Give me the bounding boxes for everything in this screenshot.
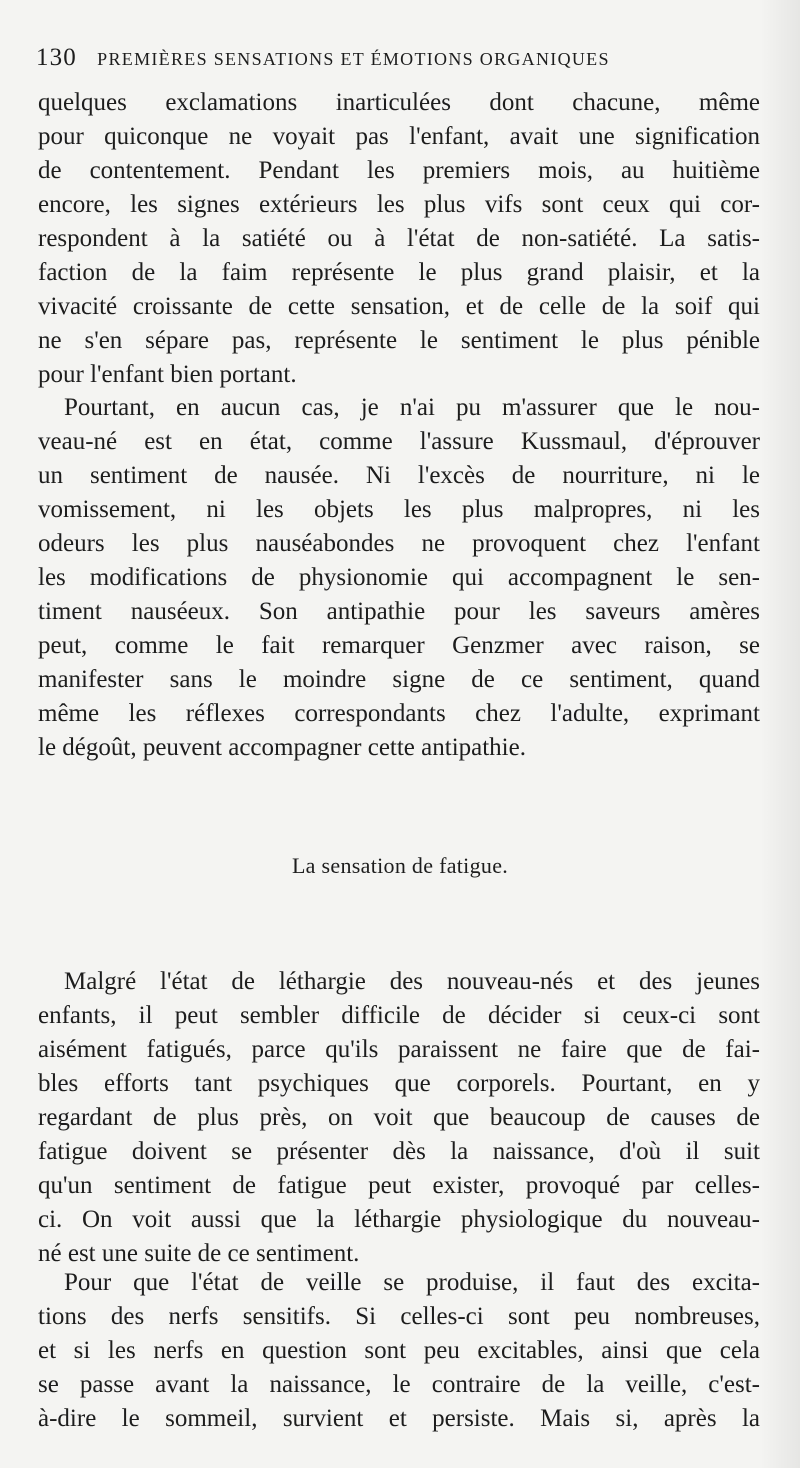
text-line: qu'un sentiment de fatigue peut exister, provoqué par celles-: [38, 1172, 760, 1199]
text-line: encore, les signes extérieurs les plus vifs sont ceux qui cor-: [38, 191, 760, 218]
text-line: tions des nerfs sensitifs. Si celles-ci sont peu nombreuses,: [38, 1303, 760, 1330]
text-line: Pourtant, en aucun cas, je n'ai pu m'assurer que le nou-: [64, 394, 760, 421]
text-line: peut, comme le fait remarquer Genzmer avec raison, se: [38, 632, 760, 659]
paragraph: [38, 1266, 760, 1436]
text-line: pour quiconque ne voyait pas l'enfant, avait une signification: [38, 123, 760, 150]
paragraph: [38, 391, 760, 765]
text-line: pour l'enfant bien portant.: [38, 361, 297, 388]
text-line: ci. On voit aussi que la léthargie physiologique du nouveau-: [38, 1206, 760, 1233]
text-line: et si les nerfs en question sont peu excitables, ainsi que cela: [38, 1337, 760, 1364]
text-line: Malgré l'état de léthargie des nouveau-nés et des jeunes: [64, 968, 760, 995]
text-line: né est une suite de ce sentiment.: [38, 1240, 360, 1267]
text-line: le dégoût, peuvent accompagner cette antipathie.: [38, 734, 526, 761]
running-head-title: PREMIÈRES SENSATIONS ET ÉMOTIONS ORGANIQUES: [97, 49, 610, 69]
text-line: timent nauséeux. Son antipathie pour les saveurs amères: [38, 598, 760, 625]
text-line: se passe avant la naissance, le contraire de la veille, c'est-: [38, 1371, 760, 1398]
text-line: aisément fatigués, parce qu'ils paraissent ne faire que de fai-: [38, 1036, 760, 1063]
text-line: respondent à la satiété ou à l'état de non-satiété. La satis-: [38, 225, 760, 252]
text-line: bles efforts tant psychiques que corporels. Pourtant, en y: [38, 1070, 760, 1097]
section-heading: La sensation de fatigue.: [291, 853, 509, 878]
text-line: veau-né est en état, comme l'assure Kussmaul, d'éprouver: [38, 428, 760, 455]
text-line: fatigue doivent se présenter dès la naissance, d'où il suit: [38, 1138, 760, 1165]
text-line: Pour que l'état de veille se produise, il faut des excita-: [64, 1269, 760, 1296]
text-line: à-dire le sommeil, survient et persiste. Mais si, après la: [38, 1405, 760, 1432]
text-line: ne s'en sépare pas, représente le sentiment le plus pénible: [38, 327, 760, 354]
text-line: vomissement, ni les objets les plus malpropres, ni les: [38, 496, 760, 523]
text-line: enfants, il peut sembler difficile de décider si ceux-ci sont: [38, 1002, 760, 1029]
text-line: un sentiment de nausée. Ni l'excès de nourriture, ni le: [38, 462, 760, 489]
text-line: les modifications de physionomie qui accompagnent le sen-: [38, 564, 760, 591]
paragraph: [38, 86, 760, 392]
text-line: faction de la faim représente le plus grand plaisir, et la: [38, 259, 760, 286]
text-line: quelques exclamations inarticulées dont chacune, même: [38, 89, 760, 116]
text-line: regardant de plus près, on voit que beaucoup de causes de: [38, 1104, 760, 1131]
text-line: vivacité croissante de cette sensation, et de celle de la soif qui: [38, 293, 760, 320]
text-line: même les réflexes correspondants chez l'adulte, exprimant: [38, 700, 760, 727]
text-line: de contentement. Pendant les premiers mois, au huitième: [38, 157, 760, 184]
running-head: [36, 44, 760, 74]
page-edge-shadow: [760, 0, 800, 1468]
text-line: manifester sans le moindre signe de ce sentiment, quand: [38, 666, 760, 693]
text-line: odeurs les plus nauséabondes ne provoquent chez l'enfant: [38, 530, 760, 557]
page-number: 130: [36, 44, 77, 71]
paragraph: [38, 965, 760, 1271]
